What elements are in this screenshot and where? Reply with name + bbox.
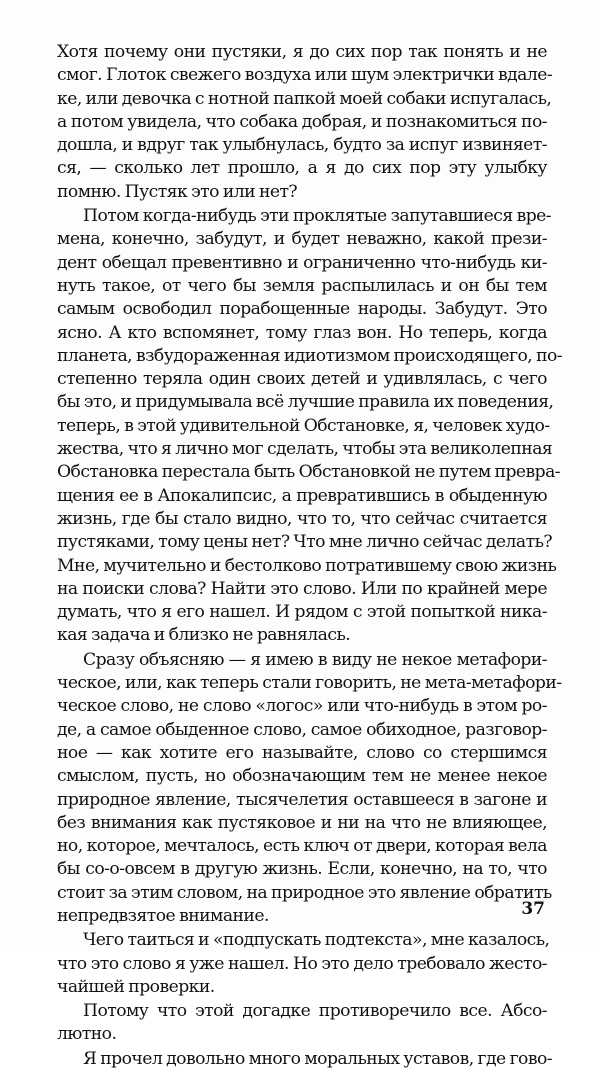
- text-line: помню. Пустяк это или нет?: [57, 181, 298, 202]
- text-line: ясно. А кто вспомянет, тому глаз вон. Но теперь, когда: [57, 322, 547, 343]
- text-line: смыслом, пусть, но обозначающим тем не менее некое: [57, 766, 547, 787]
- text-line: природное явление, тысячелетия оставшееся в загоне и: [57, 789, 547, 810]
- paragraph-p6: [57, 1048, 553, 1071]
- text-line: дошла, и вдруг так улыбнулась, будто за испуг извиняет-: [57, 135, 547, 156]
- text-line: нуть такое, от чего бы земля распылилась и он бы тем: [57, 275, 547, 296]
- text-line: ся, — сколько лет прошло, а я до сих пор эту улыбку: [57, 158, 547, 179]
- text-line: пустяками, тому цены нет? Что мне лично сейчас делать?: [57, 532, 553, 553]
- text-line: щения ее в Апокалипсис, а превратившись в обыденную: [57, 485, 547, 506]
- text-line: бы это, и придумывала всё лучшие правила их поведения,: [57, 392, 554, 413]
- text-line: стоит за этим словом, на природное это явление обратить: [57, 882, 552, 903]
- text-line: смог. Глоток свежего воздуха или шум электрички вдале-: [57, 65, 553, 86]
- paragraph-p2: [57, 205, 563, 648]
- paragraph-p1: [57, 41, 553, 204]
- text-line: теперь, в этой удивительной Обстановке, я, человек худо-: [57, 415, 550, 436]
- text-line: Потому что этой догадке противоречило все. Абсо-: [83, 1001, 547, 1022]
- text-line: бы со-о-овсем в другую жизнь. Если, конечно, на то, что: [57, 859, 547, 880]
- text-line: лютно.: [57, 1024, 117, 1045]
- text-line: Мне, мучительно и бестолково потратившему свою жизнь: [57, 555, 557, 576]
- body-text: [57, 41, 563, 1072]
- text-line: без внимания как пустяковое и ни на что не влияющее,: [57, 812, 547, 833]
- text-line: ческое слово, не слово «логос» или что-нибудь в этом ро-: [57, 696, 547, 717]
- paragraph-p3: [57, 649, 562, 929]
- page-number: 37: [521, 899, 545, 919]
- text-line: жества, что я лично мог сделать, чтобы эта великолепная: [57, 439, 553, 460]
- text-line: планета, взбудораженная идиотизмом происходящего, по-: [57, 345, 563, 366]
- text-line: кая задача и близко не равнялась.: [57, 625, 351, 646]
- text-line: думать, что я его нашел. И рядом с этой попыткой ника-: [57, 602, 547, 623]
- text-line: на поиски слова? Найти это слово. Или по крайней мере: [57, 578, 547, 599]
- text-line: ческое, или, как теперь стали говорить, не мета-метафори-: [57, 673, 562, 694]
- text-line: дент обещал превентивно и ограниченно что-нибудь ки-: [57, 252, 547, 273]
- text-line: жизнь, где бы стало видно, что то, что сейчас считается: [57, 508, 547, 529]
- text-line: Я прочел довольно много моральных уставов, где гово-: [83, 1048, 553, 1069]
- paragraph-p5: [57, 1000, 547, 1047]
- text-line: самым освободил порабощенные народы. Забудут. Это: [57, 299, 547, 320]
- text-line: чайшей проверки.: [57, 976, 215, 997]
- text-line: Чего таиться и «подпускать подтекста», мне казалось,: [83, 930, 550, 951]
- text-line: ке, или девочка с нотной папкой моей собаки испугалась,: [57, 88, 552, 109]
- paragraph-p4: [57, 929, 550, 999]
- text-line: Сразу объясняю — я имею в виду не некое метафори-: [83, 649, 547, 670]
- text-line: Хотя почему они пустяки, я до сих пор так понять и не: [57, 42, 547, 62]
- text-line: степенно теряла один своих детей и удивлялась, с чего: [57, 369, 547, 390]
- text-line: мена, конечно, забудут, и будет неважно, какой прези-: [57, 229, 547, 250]
- text-line: Обстановка перестала быть Обстановкой не путем превра-: [57, 462, 561, 483]
- text-line: что это слово я уже нашел. Но это дело требовало жесто-: [57, 953, 547, 974]
- text-line: Потом когда-нибудь эти проклятые запутавшиеся вре-: [83, 206, 552, 227]
- text-line: де, а самое обыденное слово, самое обиходное, разговор-: [57, 719, 547, 740]
- text-line: но, которое, мечталось, есть ключ от двери, которая вела: [57, 836, 547, 857]
- text-line: а потом увидела, что собака добрая, и познакомиться по-: [57, 111, 547, 132]
- text-line: ное — как хотите его называйте, слово со стершимся: [57, 742, 547, 763]
- text-line: непредвзятое внимание.: [57, 905, 269, 926]
